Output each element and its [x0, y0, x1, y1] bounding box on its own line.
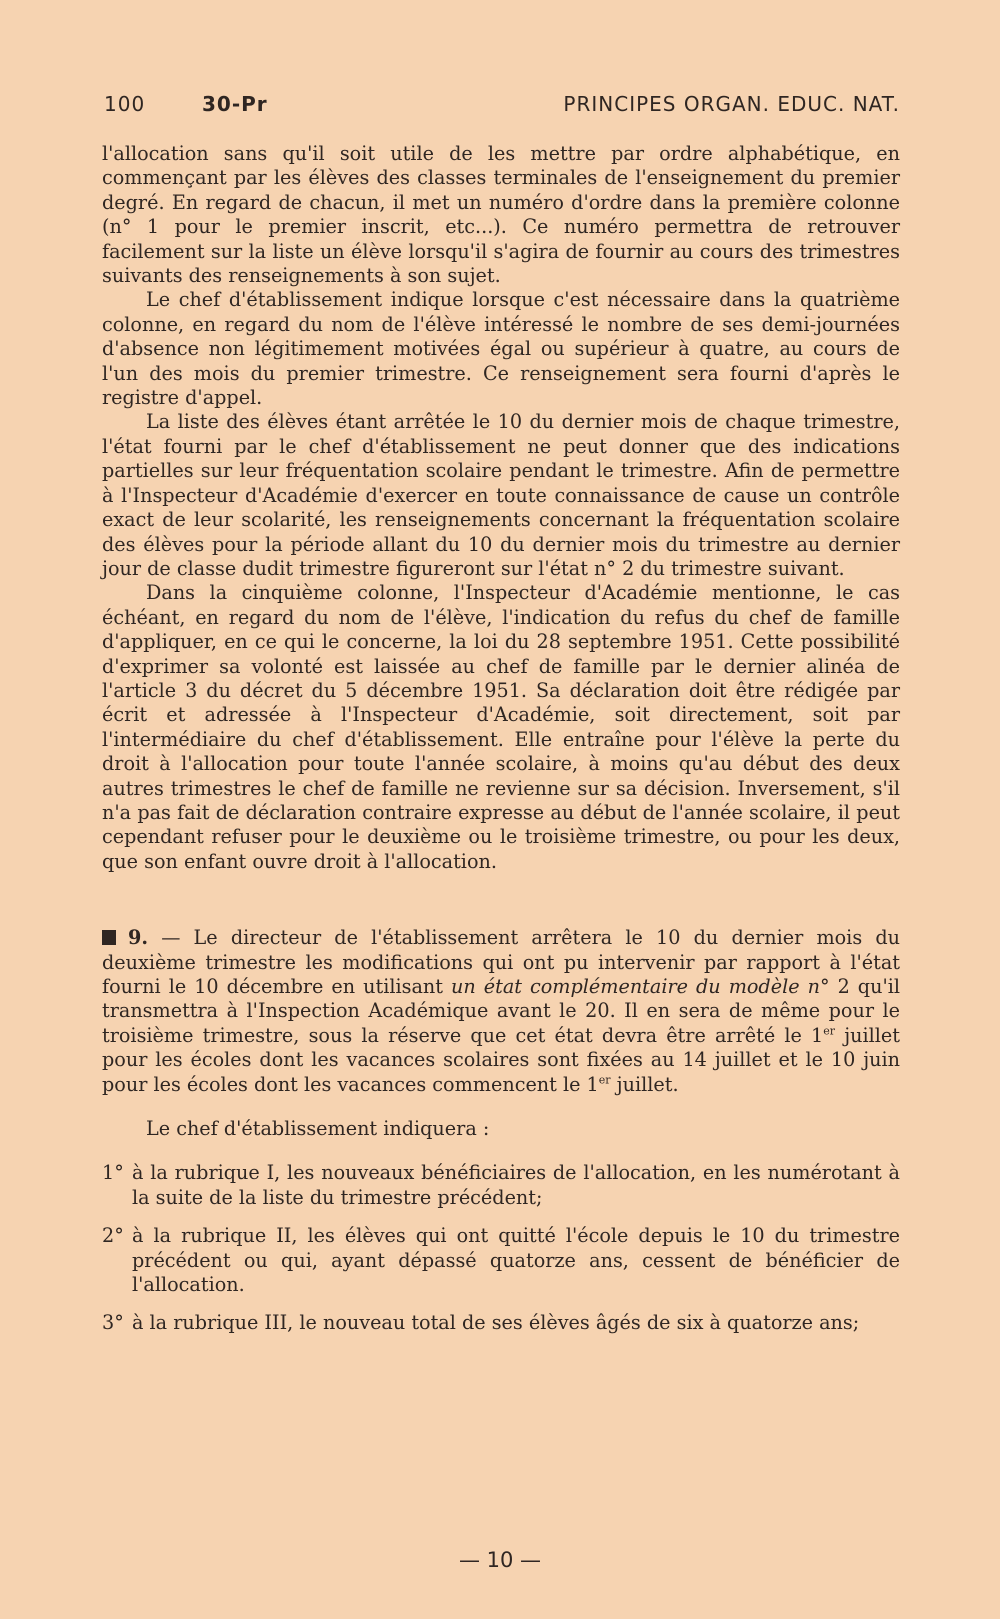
- section-text-a: — Le directeur de l'établissement arrêtera le 10 du dernier mois du deuxième trimestre les modifications qui ont pu intervenir par rapport à l'état fourni le 10 décembre en utilisant: [102, 926, 900, 998]
- list-item: [102, 1224, 900, 1297]
- list-intro: Le chef d'établissement indiquera :: [146, 1117, 490, 1141]
- paragraph-3: La liste des élèves étant arrêtée le 10 du dernier mois de chaque trimestre, l'état fourni par le chef d'établissement ne peut donner que des indications partielles sur leur fréquentation scolaire pendant le trimestre. Afin de permettre à l'Inspecteur d'Académie d'exercer en toute connaissance de cause un contrôle exact de leur scolarité, les renseignements concernant la fréquentation scolaire des élèves pour la période allant du 10 du dernier mois du trimestre au dernier jour de classe dudit trimestre figureront sur l'état n° 2 du trimestre suivant.: [102, 410, 900, 580]
- list-item-number: 2°: [102, 1224, 124, 1248]
- page-number: 100: [104, 92, 146, 116]
- list-item-text: à la rubrique II, les élèves qui ont quitté l'école depuis le 10 du trimestre précédent ou qui, ayant dépassé quatorze ans, cessent de bénéficier de l'allocation.: [132, 1224, 900, 1297]
- list-item-number: 3°: [102, 1311, 124, 1335]
- page-footer: — 10 —: [458, 1548, 542, 1572]
- list-item-text: à la rubrique I, les nouveaux bénéficiaires de l'allocation, en les numérotant à la suite de la liste du trimestre précédent;: [132, 1161, 900, 1209]
- paragraph-2: Le chef d'établissement indique lorsque c'est nécessaire dans la quatrième colonne, en regard du nom de l'élève intéressé le nombre de ses demi-journées d'absence non légitimement motivées égal ou supérieur à quatre, au cours de l'un des mois du premier trimestre. Ce renseignement sera fourni d'après le registre d'appel.: [102, 288, 900, 410]
- running-title: PRINCIPES ORGAN. EDUC. NAT.: [563, 92, 900, 116]
- section-number: 9.: [128, 926, 149, 950]
- list-item-number: 1°: [102, 1161, 124, 1185]
- section-text-emphasis: un état complémentaire du modèle n°: [451, 975, 830, 998]
- paragraph-1: l'allocation sans qu'il soit utile de les mettre par ordre alphabétique, en commençant par les élèves des classes terminales de l'enseignement du premier degré. En regard de chacun, il met un numéro d'ordre dans la première colonne (n° 1 pour le premier inscrit, etc...). Ce numéro permettra de retrouver facilement sur la liste un élève lorsqu'il s'agira de fournir au cours des trimestres suivants des renseignements à son sujet.: [102, 142, 900, 288]
- superscript-1: er: [823, 1024, 836, 1038]
- section-text-b: 2 qu'il transmettra à l'Inspection Académique avant le 20. Il en sera de même pour le troisième trimestre, sous la réserve que cet état devra être arrêté le 1: [102, 975, 900, 1047]
- list-item: [102, 1161, 900, 1210]
- section-bullet-icon: [102, 930, 116, 945]
- list-item-text: à la rubrique III, le nouveau total de ses élèves âgés de six à quatorze ans;: [132, 1311, 860, 1335]
- section-text-d: juillet.: [610, 1072, 679, 1096]
- superscript-2: er: [598, 1073, 611, 1087]
- list-item: [102, 1311, 900, 1335]
- page-header: [104, 92, 900, 122]
- section-text-c: juillet pour les écoles dont les vacances scolaires sont fixées au 14 juillet et le 10 juin pour les écoles dont les vacances commencent le 1: [102, 1023, 900, 1096]
- page-body: [102, 142, 900, 1350]
- paragraph-4: Dans la cinquième colonne, l'Inspecteur d'Académie mentionne, le cas échéant, en regard du nom de l'élève, l'indication du refus du chef de famille d'appliquer, en ce qui le concerne, la loi du 28 septembre 1951. Cette possibilité d'exprimer sa volonté est laissée au chef de famille par le dernier alinéa de l'article 3 du décret du 5 décembre 1951. Sa déclaration doit être rédigée par écrit et adressée à l'Inspecteur d'Académie, soit directement, soit par l'intermédiaire du chef d'établissement. Elle entraîne pour l'élève la perte du droit à l'allocation pour toute l'année scolaire, à moins qu'au début des deux autres trimestres le chef de famille ne revienne sur sa décision. Inversement, s'il n'a pas fait de déclaration contraire expresse au début de l'année scolaire, il peut cependant refuser pour le deuxième ou le troisième trimestre, ou pour les deux, que son enfant ouvre droit à l'allocation.: [102, 581, 900, 873]
- section-9: [102, 926, 900, 1097]
- document-code: 30-Pr: [202, 92, 268, 116]
